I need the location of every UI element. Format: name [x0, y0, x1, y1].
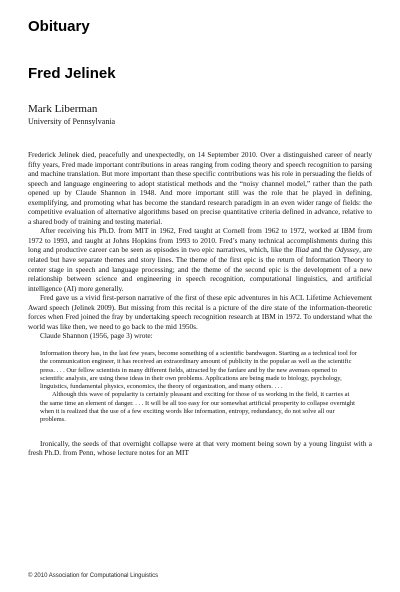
quote-paragraph-1: Information theory has, in the last few years, become something of a scientific bandwagon. Starting as a technical tool for the communication engineer, it has received an extraordinary amount of publicity in the popular as well as the scientific press. . . . Our fellow scientists in many different fields, attracted by the fanfare and by the new avenues opened to scientific analysis, are using these ideas in their own problems. Applications are being made to biology, psychology, linguistics, fundamental physics, economics, the theory of organization, and many others. . . . [40, 349, 357, 391]
quote-paragraph-2: Although this wave of popularity is certainly pleasant and exciting for those of us working in the field, it carries at the same time an element of danger. . . . It will be all too easy for our somewhat artificial prosperity to collapse overnight when it is realized that the use of a few exciting words like information, entropy, redundancy, do not solve all our problems. [40, 391, 355, 424]
author-affiliation: University of Pennsylvania [28, 117, 116, 126]
odyssey-title: Odyssey [334, 245, 360, 255]
iliad-title: Iliad [295, 245, 309, 255]
copyright-notice: © 2010 Association for Computational Linguistics [28, 573, 159, 579]
article-title: Fred Jelinek [28, 65, 116, 82]
section-label: Obituary [28, 18, 90, 35]
paragraph-3: Fred gave us a vivid first-person narrative of the first of these epic adventures in his ACL Lifetime Achievement Award speech (Jelinek 2009). But missing from this recital is a picture of the dire state of the information-theoretic forces when Fred joined the fray by undertaking speech recognition research at IBM in 1972. To understand what the world was like then, we need to go back to the mid 1950s. [28, 293, 372, 331]
article-body [28, 150, 372, 458]
author-name: Mark Liberman [28, 103, 98, 115]
block-quote [40, 350, 358, 425]
paragraph-4: Claude Shannon (1956, page 3) wrote: [40, 331, 153, 341]
paragraph-after-quote: Ironically, the seeds of that overnight collapse were at that very moment being sown by a young linguist with a fresh Ph.D. from Penn, whose lecture notes for an MIT [28, 438, 372, 458]
paragraph-2 [28, 226, 372, 293]
paragraph-2-rest: , are related but have separate themes and story lines. The theme of the first epic is the return of Information Theory to center stage in speech and language processing; and the theme of the second epic is the development of a new relationship between science and engineering in speech recognition, computational linguistics, and artificial intelligence (AI) more generally. [28, 245, 372, 293]
paragraph-2-and: and the [308, 245, 335, 255]
paragraph-2-text: After receiving his Ph.D. from MIT in 1962, Fred taught at Cornell from 1962 to 1972, worked at IBM from 1972 to 1993, and taught at Johns Hopkins from 1993 to 2010. Fred’s many technical accomplishments during this long and productive career can be seen as episodes in two epic narratives, which, like the [28, 226, 372, 255]
paragraph-1: Frederick Jelinek died, peacefully and unexpectedly, on 14 September 2010. Over a distinguished career of nearly fifty years, Fred made important contributions in areas ranging from coding theory and speech recognition to parsing and machine translation. But more important than these specific contributions was his role in persuading the fields of speech and language engineering to adopt statistical methods and the “noisy channel model,” rather than the path opened up by Claude Shannon in 1948. And more important still was the role that he played in defining, exemplifying, and promoting what has become the standard research paradigm in an even wider range of fields: the competitive evaluation of alternative algorithms based on precise quantitative criteria defined in advance, relative to a shared body of training and testing material. [28, 150, 372, 226]
